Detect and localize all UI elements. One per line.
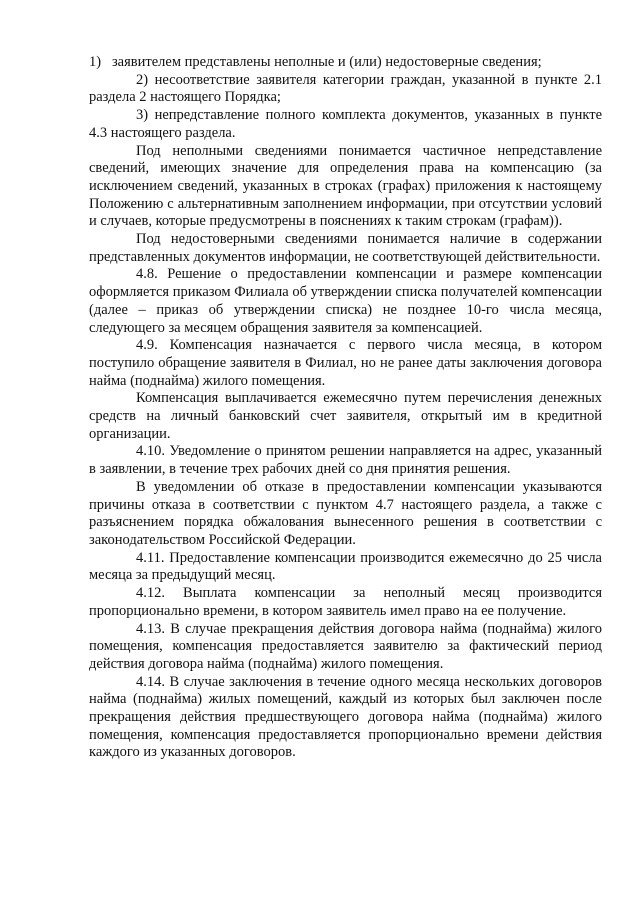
paragraph-unreliable-info: Под недостоверными сведениями понимается наличие в содержании представленных документов информации, не соответствующей действительности. <box>89 231 602 265</box>
paragraph-payment: Компенсация выплачивается ежемесячно путем перечисления денежных средств на личный банковский счет заявителя, открытый им в кредитной организации. <box>89 390 602 442</box>
paragraph-4-9: 4.9. Компенсация назначается с первого числа месяца, в котором поступило обращение заявителя в Филиал, но не ранее даты заключения договора найма (поднайма) жилого помещения. <box>89 337 602 389</box>
paragraph-4-13: 4.13. В случае прекращения действия договора найма (поднайма) жилого помещения, компенсация предоставляется заявителю за фактический период действия договора найма (поднайма) жилого помещения. <box>89 620 602 672</box>
paragraph-4-14: 4.14. В случае заключения в течение одного месяца нескольких договоров найма (поднайма) жилых помещений, каждый из которых был заключен после прекращения действия предшествующего договора найма (поднайма) жилого помещения, компенсация предоставляется пропорционально времени действия каждого из указанных договоров. <box>89 673 602 761</box>
list-item-2: 2) несоответствие заявителя категории граждан, указанной в пункте 2.1 раздела 2 настоящего Порядка; <box>89 71 602 106</box>
list-item-3: 3) непредставление полного комплекта документов, указанных в пункте 4.3 настоящего раздела. <box>89 107 602 141</box>
paragraph-4-11: 4.11. Предоставление компенсации производится ежемесячно до 25 числа месяца за предыдущий месяц. <box>89 549 602 584</box>
document-page <box>89 54 602 762</box>
paragraph-4-12: 4.12. Выплата компенсации за неполный месяц производится пропорционально времени, в котором заявитель имел право на ее получение. <box>89 585 602 619</box>
paragraph-refusal-notice: В уведомлении об отказе в предоставлении компенсации указываются причины отказа в соответствии с пунктом 4.7 настоящего раздела, а также с разъяснением порядка обжалования вынесенного решения в соответствии с законодательством Российской Федерации. <box>89 478 602 548</box>
paragraph-4-8: 4.8. Решение о предоставлении компенсации и размере компенсации оформляется приказом Филиала об утверждении списка получателей компенсации (далее – приказ об утверждении списка) не позднее 10-го числа месяца, следующего за месяцем обращения заявителя за компенсацией. <box>89 266 602 336</box>
paragraph-incomplete-info: Под неполными сведениями понимается частичное непредставление сведений, имеющих значение для определения права на компенсацию (за исключением сведений, указанных в строках (графах) приложения к настоящему Положению с альтернативным заполнением информации, при отсутствии условий и случаев, которые предусмотрены в пояснениях к таким строкам (графам)). <box>89 142 602 230</box>
paragraph-4-10: 4.10. Уведомление о принятом решении направляется на адрес, указанный в заявлении, в течение трех рабочих дней со дня принятия решения. <box>89 443 602 478</box>
list-item-1: 1) заявителем представлены неполные и (или) недостоверные сведения; <box>89 54 542 70</box>
